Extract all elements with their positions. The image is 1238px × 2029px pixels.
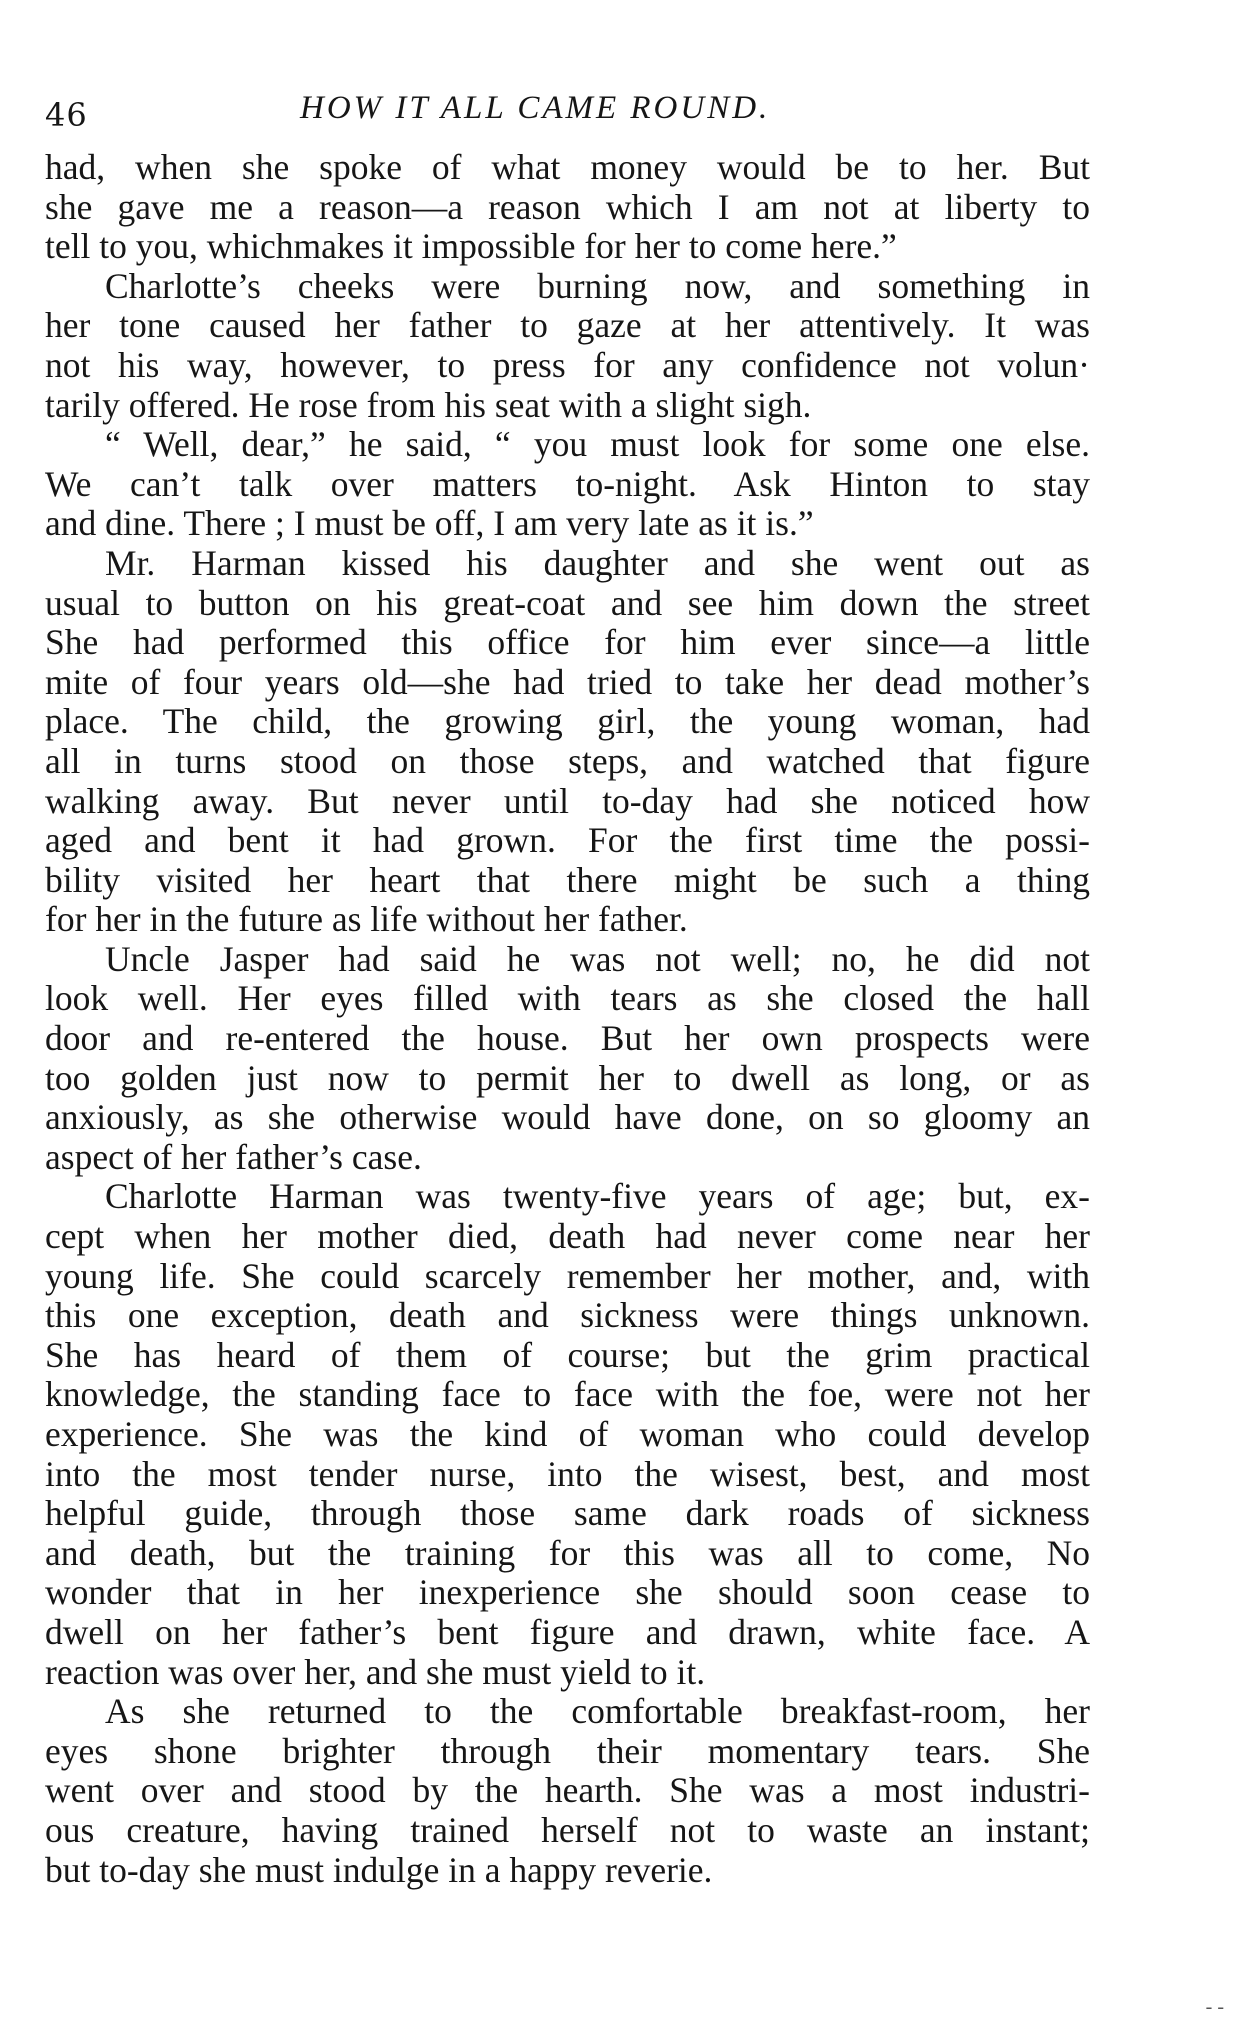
running-title: HOW IT ALL CAME ROUND.	[300, 90, 771, 126]
text-line: young life. She could scarcely remember her mother, and, with	[45, 1255, 1090, 1296]
text-line: cept when her mother died, death had never come near her	[45, 1216, 1090, 1257]
body-text	[45, 148, 1090, 1890]
text-line: dwell on her father’s bent figure and drawn, white face. A	[45, 1611, 1090, 1652]
text-line: helpful guide, through those same dark roads of sickness	[45, 1493, 1090, 1534]
text-line: “ Well, dear,” he said, “ you must look for some one else.	[105, 424, 1090, 465]
text-line: and dine. There ; I must be off, I am very late as it is.”	[45, 503, 814, 544]
page-number: 46	[45, 96, 88, 134]
text-line: experience. She was the kind of woman who could develop	[45, 1414, 1090, 1454]
text-line: eyes shone brighter through their momentary tears. She	[45, 1730, 1090, 1771]
text-line: mite of four years old—she had tried to take her dead mother’s	[45, 661, 1090, 702]
text-line: walking away. But never until to-day had she noticed how	[45, 780, 1090, 821]
text-line: she gave me a reason—a reason which I am not at liberty to	[45, 186, 1090, 227]
text-line: her tone caused her father to gaze at her attentively. It was	[45, 305, 1090, 346]
text-line: not his way, however, to press for any confidence not volun·	[45, 344, 1090, 385]
text-line: door and re-entered the house. But her own prospects were	[45, 1018, 1090, 1059]
text-line: went over and stood by the hearth. She was a most industri-	[45, 1770, 1090, 1811]
text-line: anxiously, as she otherwise would have done, on so gloomy an	[45, 1097, 1090, 1138]
text-line: all in turns stood on those steps, and watched that figure	[45, 740, 1090, 781]
text-line: Charlotte’s cheeks were burning now, and something in	[105, 265, 1090, 306]
text-line: tarily offered. He rose from his seat with a slight sigh.	[45, 384, 812, 425]
text-line: knowledge, the standing face to face with the foe, were not her	[45, 1374, 1090, 1415]
text-line: look well. Her eyes filled with tears as she closed the hall	[45, 978, 1090, 1019]
text-line: bility visited her heart that there might be such a thing	[45, 859, 1090, 900]
text-line: Mr. Harman kissed his daughter and she went out as	[105, 542, 1090, 583]
text-line: aged and bent it had grown. For the first time the possi-	[45, 820, 1090, 861]
text-line: usual to button on his great-coat and see him down the street	[45, 582, 1090, 623]
text-line: Uncle Jasper had said he was not well; no, he did not	[105, 938, 1090, 979]
text-line: We can’t talk over matters to-night. Ask Hinton to stay	[45, 463, 1090, 504]
text-line: too golden just now to permit her to dwell as long, or as	[45, 1057, 1090, 1098]
text-line: As she returned to the comfortable breakfast-room, her	[105, 1691, 1090, 1732]
book-page	[45, 90, 1090, 1890]
text-line: for her in the future as life without her father.	[45, 899, 688, 940]
text-line: ous creature, having trained herself not to waste an instant;	[45, 1809, 1090, 1850]
text-line: aspect of her father’s case.	[45, 1136, 422, 1177]
text-line: and death, but the training for this was all to come, No	[45, 1532, 1090, 1573]
text-line: wonder that in her inexperience she should soon cease to	[45, 1572, 1090, 1613]
corner-mark: - -	[1205, 1996, 1224, 2018]
text-line: had, when she spoke of what money would be to her. But	[45, 147, 1090, 187]
text-line: this one exception, death and sickness were things unknown.	[45, 1295, 1090, 1336]
running-head	[45, 90, 1090, 138]
text-line: She had performed this office for him ever since—a little	[45, 622, 1090, 663]
text-line: into the most tender nurse, into the wisest, best, and most	[45, 1453, 1090, 1494]
text-line: place. The child, the growing girl, the young woman, had	[45, 701, 1090, 742]
text-line: Charlotte Harman was twenty-five years of age; but, ex-	[105, 1176, 1090, 1217]
text-line: reaction was over her, and she must yield to it.	[45, 1651, 706, 1692]
text-line: but to-day she must indulge in a happy reverie.	[45, 1849, 713, 1890]
text-line: She has heard of them of course; but the grim practical	[45, 1334, 1090, 1375]
text-line: tell to you, whichmakes it impossible for her to come here.”	[45, 226, 897, 267]
